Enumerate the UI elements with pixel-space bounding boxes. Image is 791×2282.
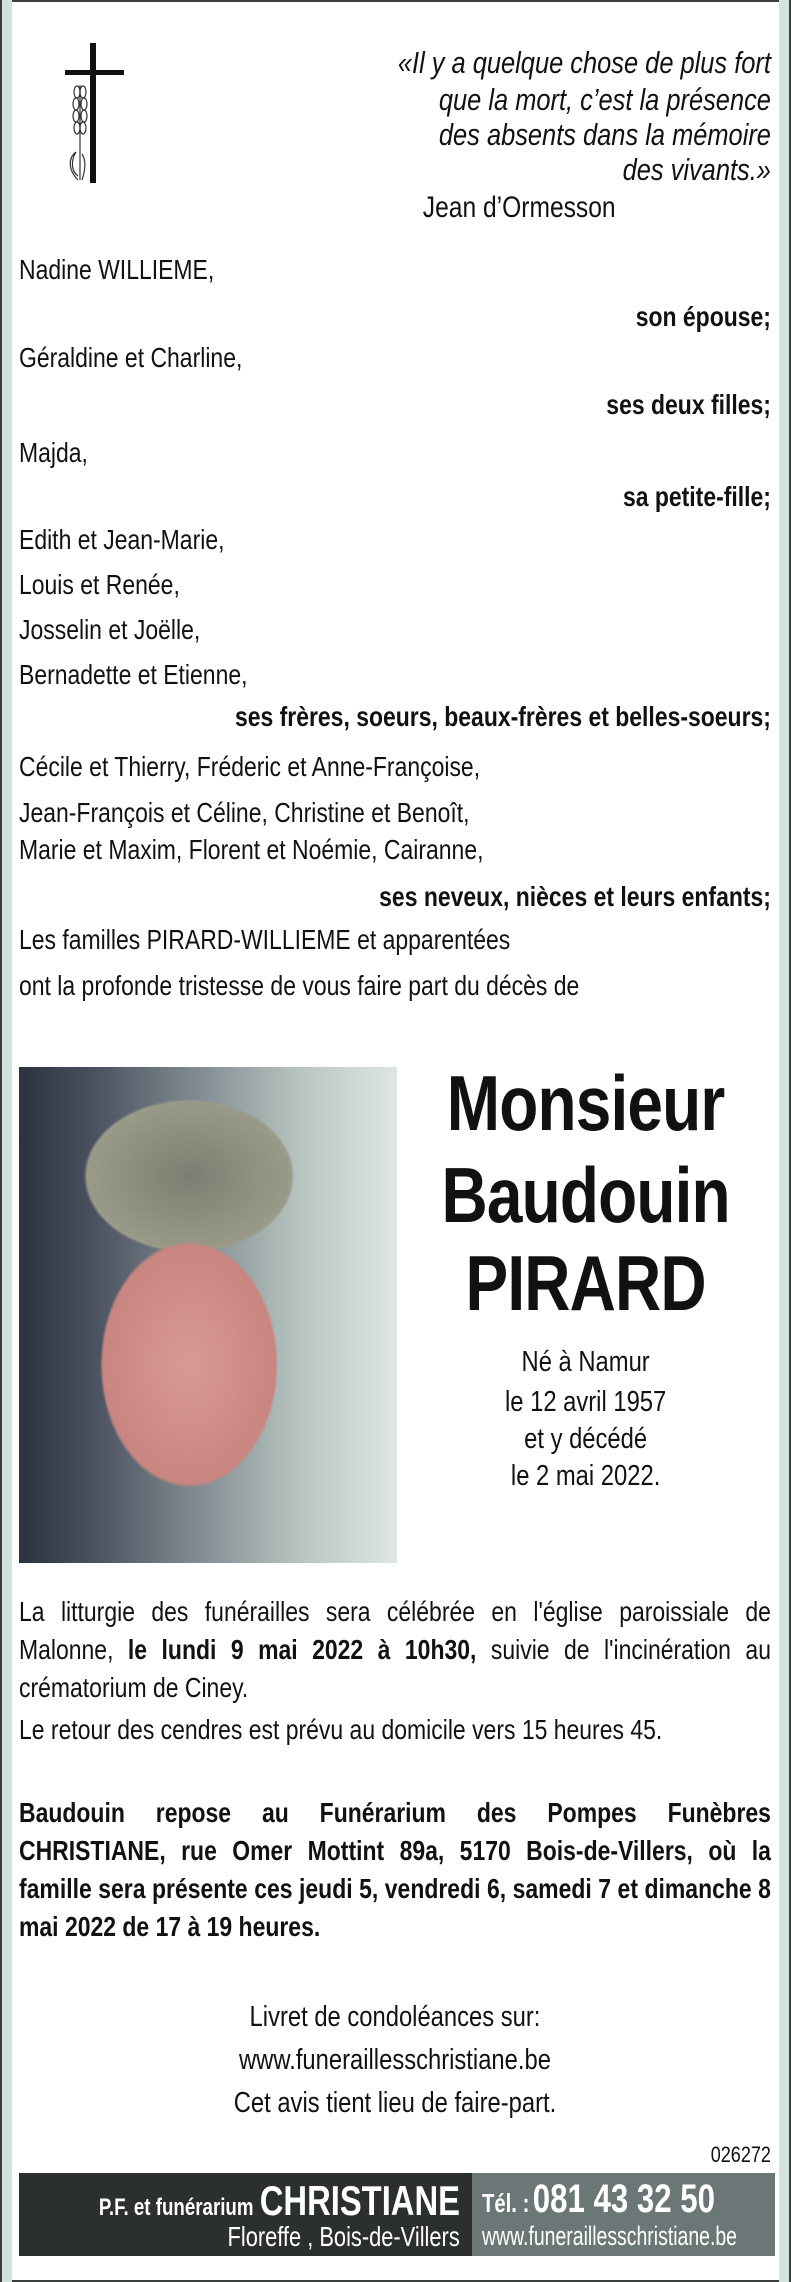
funeral-home-name-block bbox=[19, 2173, 472, 2256]
family-line: Les familles PIRARD-WILLIEME et apparentées bbox=[19, 924, 511, 955]
family-line: Majda, bbox=[19, 437, 88, 468]
condolences-label: Livret de condoléances sur: bbox=[249, 2001, 541, 2033]
quote-author: Jean d’Ormesson bbox=[422, 191, 616, 224]
family-relation: ses deux filles; bbox=[606, 389, 771, 420]
deceased-title: Monsieur bbox=[446, 1059, 725, 1147]
family-relation: ses frères, soeurs, beaux-frères et belles-soeurs; bbox=[234, 701, 771, 732]
family-line: Josselin et Joëlle, bbox=[19, 614, 201, 645]
visitation-info: Baudouin repose au Funérarium des Pompes Funèbres CHRISTIANE, rue Omer Mottint 89a, 5170 Bois-de-Villers, où la famille sera présente ces jeudi 5, vendredi 6, samedi 7 et dimanche 8 mai 2022 de 17 à 19 heures. bbox=[19, 1797, 771, 1942]
funeral-home-website[interactable]: www.funeraillesschristiane.be bbox=[482, 2221, 738, 2251]
family-line: Louis et Renée, bbox=[19, 569, 180, 600]
born-date: le 12 avril 1957 bbox=[504, 1386, 667, 1418]
faire-part-note: Cet avis tient lieu de faire-part. bbox=[233, 2087, 557, 2119]
born-place: Né à Namur bbox=[521, 1346, 650, 1378]
funeral-ceremony bbox=[19, 1593, 771, 1707]
family-line: Nadine WILLIEME, bbox=[19, 254, 215, 285]
quote-line: «Il y a quelque chose de plus fort bbox=[397, 45, 771, 80]
cremation-text: suivie de l'incinération au crématorium de Ciney. bbox=[19, 1634, 771, 1703]
announcement: ont la profonde tristesse de vous faire part du décès de bbox=[19, 970, 580, 1001]
quote-line: des absents dans la mémoire bbox=[438, 117, 771, 152]
phone-number[interactable]: 081 43 32 50 bbox=[532, 2177, 715, 2221]
condolences-link[interactable]: www.funeraillesschristiane.be bbox=[239, 2044, 551, 2076]
family-relation: sa petite-fille; bbox=[622, 481, 771, 512]
ashes-return: Le retour des cendres est prévu au domicile vers 15 heures 45. bbox=[19, 1714, 663, 1745]
border-strip-right bbox=[779, 0, 789, 2282]
reference-number: 026272 bbox=[710, 2142, 771, 2167]
family-relation: son épouse; bbox=[635, 301, 771, 332]
family-line: Géraldine et Charline, bbox=[19, 342, 243, 373]
died-place: et y décédé bbox=[524, 1423, 648, 1455]
funeral-home-brand: CHRISTIANE bbox=[259, 2177, 460, 2224]
border-strip-left bbox=[2, 0, 12, 2282]
ceremony-text: La litturgie des funérailles sera célébrée en l'église paroissiale de Malonne, bbox=[19, 1596, 771, 1665]
family-line: Marie et Maxim, Florent et Noémie, Cairanne, bbox=[19, 834, 484, 865]
quote-line: que la mort, c’est la présence bbox=[438, 82, 771, 117]
funeral-home-banner bbox=[19, 2173, 775, 2256]
quote-line: des vivants.» bbox=[622, 152, 771, 187]
family-line: Cécile et Thierry, Fréderic et Anne-Françoise, bbox=[19, 751, 481, 782]
family-relation: ses neveux, nièces et leurs enfants; bbox=[379, 881, 771, 912]
notice-text bbox=[19, 0, 771, 2282]
family-line: Bernadette et Etienne, bbox=[19, 659, 248, 690]
funeral-home-contact-block bbox=[472, 2173, 775, 2256]
deceased-first-name: Baudouin bbox=[441, 1151, 730, 1239]
ceremony-date: le lundi 9 mai 2022 à 10h30, bbox=[127, 1634, 477, 1665]
family-line: Jean-François et Céline, Christine et Benoît, bbox=[19, 797, 470, 828]
died-date: le 2 mai 2022. bbox=[510, 1460, 661, 1492]
funeral-home-prefix: P.F. et funérarium bbox=[98, 2194, 254, 2221]
funeral-home-locations: Floreffe , Bois-de-Villers bbox=[227, 2221, 460, 2252]
family-line: Edith et Jean-Marie, bbox=[19, 524, 225, 555]
deceased-last-name: PIRARD bbox=[465, 1239, 706, 1327]
phone-label: Tél. : bbox=[482, 2188, 530, 2218]
